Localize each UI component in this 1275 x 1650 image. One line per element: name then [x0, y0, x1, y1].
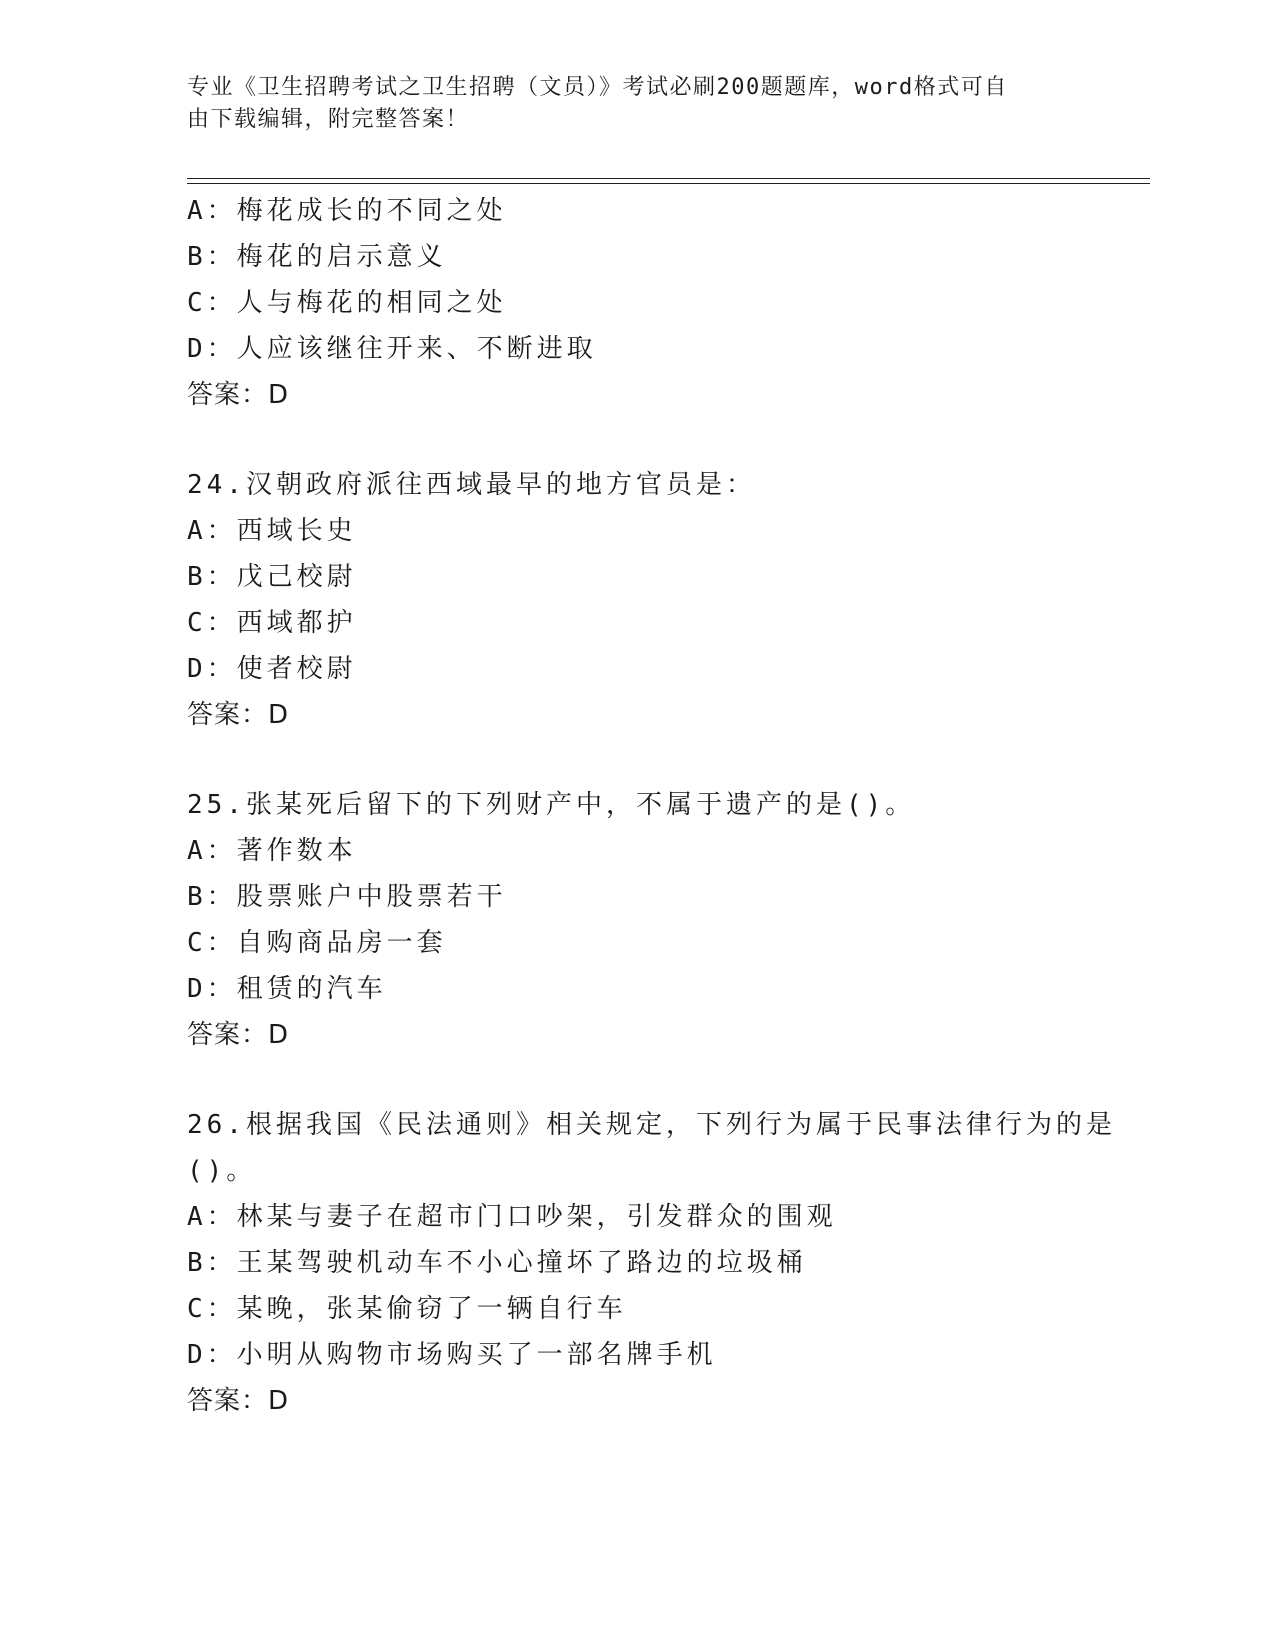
answer-line: 答案：D — [187, 380, 290, 410]
option-b: B：股票账户中股票若干 — [187, 882, 507, 912]
question-list — [187, 188, 1116, 1424]
header-divider-bottom — [187, 183, 1150, 184]
question-24 — [187, 462, 1087, 738]
option-a: A：西域长史 — [187, 516, 357, 546]
option-d: D：租赁的汽车 — [187, 974, 387, 1004]
header-line-2: 由下载编辑，附完整答案！ — [187, 107, 470, 132]
option-c: C：某晚，张某偷窃了一辆自行车 — [187, 1294, 627, 1324]
answer-line: 答案：D — [187, 1020, 290, 1050]
question-stem: 24.汉朝政府派往西域最早的地方官员是： — [187, 470, 756, 500]
question-25 — [187, 782, 1087, 1058]
spacer — [187, 738, 1087, 782]
answer-line: 答案：D — [187, 700, 290, 730]
document-header — [187, 72, 1067, 136]
spacer — [187, 1058, 1087, 1102]
option-a: A：梅花成长的不同之处 — [187, 196, 507, 226]
option-a: A：著作数本 — [187, 836, 357, 866]
option-c: C：自购商品房一套 — [187, 928, 447, 958]
question-stem-continued: ()。 — [187, 1156, 257, 1186]
question-26 — [187, 1102, 1116, 1424]
header-divider-top — [187, 178, 1150, 179]
option-b: B：王某驾驶机动车不小心撞坏了路边的垃圾桶 — [187, 1248, 807, 1278]
question-23-continued — [187, 188, 1087, 418]
option-d: D：人应该继往开来、不断进取 — [187, 334, 597, 364]
option-c: C：人与梅花的相同之处 — [187, 288, 507, 318]
question-stem: 26.根据我国《民法通则》相关规定，下列行为属于民事法律行为的是 — [187, 1110, 1116, 1140]
question-stem: 25.张某死后留下的下列财产中，不属于遗产的是()。 — [187, 790, 916, 820]
spacer — [187, 418, 1087, 462]
option-d: D：小明从购物市场购买了一部名牌手机 — [187, 1340, 717, 1370]
option-a: A：林某与妻子在超市门口吵架，引发群众的围观 — [187, 1202, 837, 1232]
header-line-1: 专业《卫生招聘考试之卫生招聘（文员）》考试必刷200题题库，word格式可自 — [187, 75, 1008, 100]
answer-line: 答案：D — [187, 1386, 290, 1416]
option-c: C：西域都护 — [187, 608, 357, 638]
option-b: B：梅花的启示意义 — [187, 242, 447, 272]
option-d: D：使者校尉 — [187, 654, 357, 684]
option-b: B：戊己校尉 — [187, 562, 357, 592]
